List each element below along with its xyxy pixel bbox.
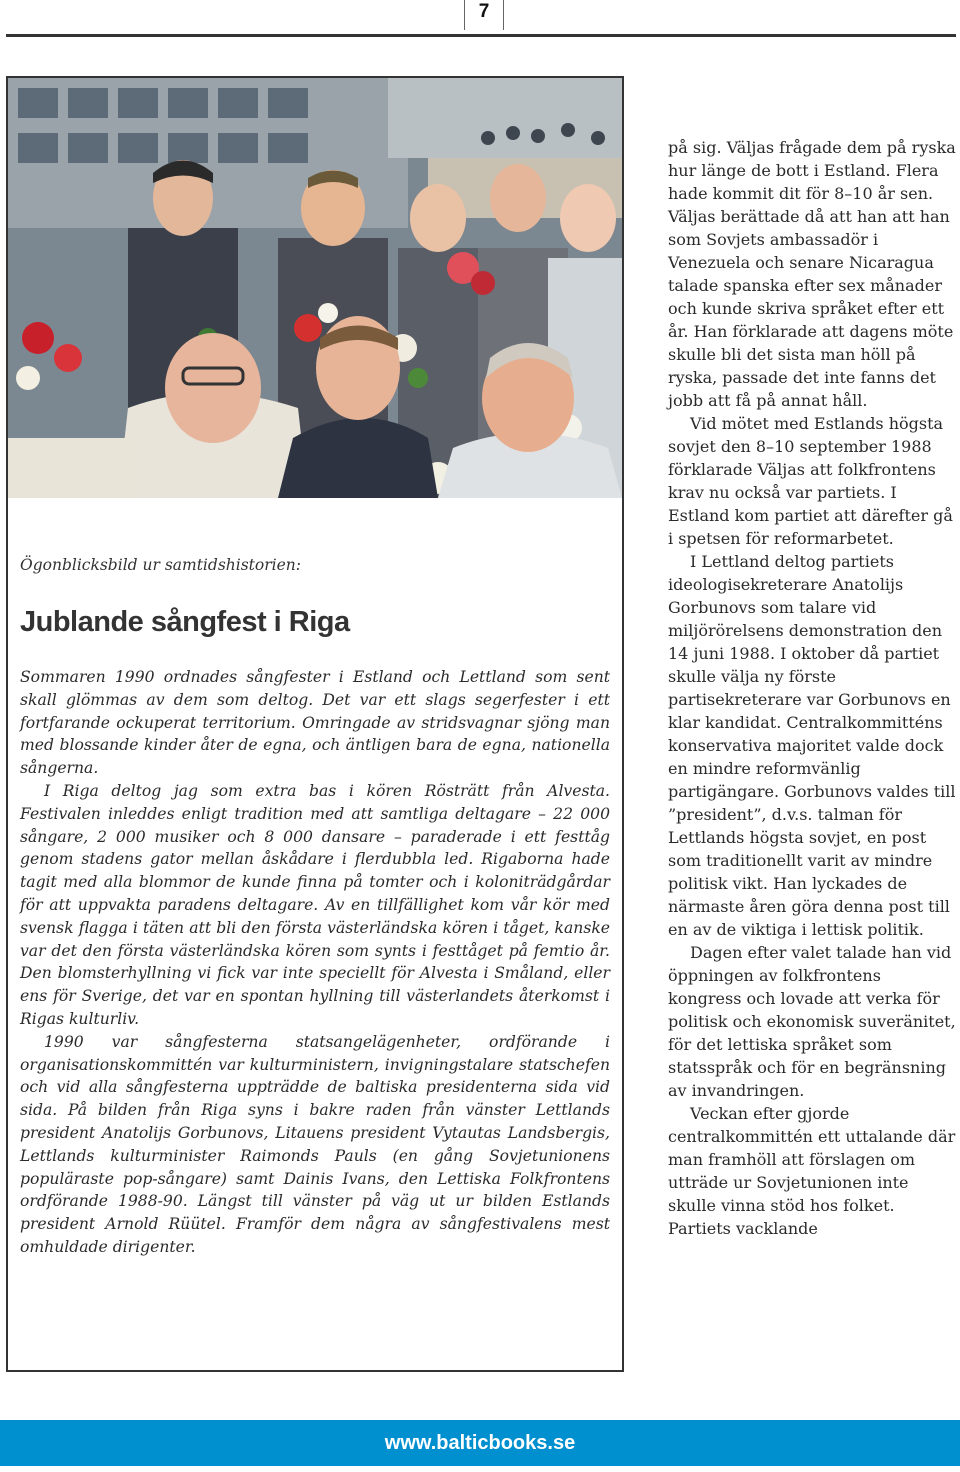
box-paragraph: I Riga deltog jag som extra bas i kören Rösträtt från Alvesta. Festivalen inleddes enligt tradition med att samtliga deltagare – 22 000 sångare, 2 000 musiker och 8 000 dansare – paraderade i ett festtåg genom stadens gator mellan åskådare i flerdubbla led. Rigaborna hade tagit med alla blommor de kunde finna på tomter och i koloniträdgårdar för att uppvakta paradens deltagare. Av en tillfällighet kom vår kör med svensk flagga i täten att bli den första västerländska kören i tåget, kanske var det den första västerländska kören som synts i festtåget på femtio år. Den blomsterhyllning vi fick var inte speciellt för Alvesta i Småland, eller ens för Sverige, det var en spontan hyllning till västerlandets återkomst i Rigas kulturliv. (20, 781, 610, 1028)
box-body (20, 666, 610, 1259)
feature-box (6, 76, 624, 1372)
column-paragraph: Veckan efter gjorde centralkommittén ett uttalande där man framhöll att förslagen om utträde ur Sovjetunionen inte skulle vinna stöd hos folket. Partiets vacklande (668, 1104, 956, 1238)
column-paragraph: på sig. Väljas frågade dem på ryska hur länge de bott i Estland. Flera hade kommit dit för 8–10 år sen. Väljas berättade då att han att han som Sovjets ambassadör i Venezuela och senare Nicaragua talade spanska efter sex månader och kunde skriva språket efter ett år. Han förklarade att dagens möte skulle bli det sista man höll på ryska, passade det inte fanns det jobb att få på annat håll. (668, 138, 956, 410)
column-paragraph: I Lettland deltog partiets ideologisekreterare Anatolijs Gorbunovs som talare vid miljörörelsens demonstration den 14 juni 1988. I oktober då partiet skulle välja ny förste partisekreterare var Gorbunovs en klar kandidat. Centralkommitténs konservativa majoritet valde dock en mindre reformvänlig partigängare. Gorbunovs valdes till ”president”, d.v.s. talman för Lettlands högsta sovjet, en post som traditionellt varit av mindre politisk vikt. Han lyckades de närmaste åren göra denna post till en av de viktiga i lettisk politik. (668, 552, 956, 939)
footer-url[interactable]: www.balticbooks.se (0, 1420, 960, 1466)
column-paragraph: Vid mötet med Estlands högsta sovjet den 8–10 september 1988 förklarade Väljas att folkfrontens krav nu också var partiets. I Estland kom partiet att därefter gå i spetsen för reformarbetet. (668, 414, 953, 548)
box-paragraph: Sommaren 1990 ordnades sångfester i Estland och Lettland som sent skall glömmas av dem som deltog. Det var ett slags segerfester i ett fortfarande ockuperat territorium. Omringade av stridsvagnar sjöng man med blossande kinder åter de egna, och äntligen bara de egna, nationella sångerna. (20, 668, 610, 778)
box-paragraph: 1990 var sångfesterna statsangelägenheter, ordförande i organisationskommittén var kulturministern, invigningstalare statschefen och vid alla sångfesterna uppträdde de baltiska presidenterna sida vid sida. På bilden från Riga syns i bakre raden från vänster Lettlands president Anatolijs Gorbunovs, Litauens president Vytautas Landsbergis, Lettlands kulturminister Raimonds Pauls (en gång Sovjetunionens populäraste pop-sångare) samt Dainis Ivans, den Lettiska Folkfrontens ordförande 1988-90. Längst till vänster på väg ut ur bilden Estlands president Arnold Rüütel. Framför dem några av sångfestivalens mest omhuldade dirigenter. (20, 1032, 610, 1256)
top-rule (6, 34, 956, 37)
page-number: 7 (464, 0, 504, 28)
right-column (668, 136, 956, 1240)
song-festival-photo (8, 78, 622, 498)
column-paragraph: Dagen efter valet talade han vid öppningen av folkfrontens kongress och lovade att verka för politisk och ekonomisk suveränitet, för det lettiska språket som statsspråk och för en begränsning av invandringen. (668, 943, 956, 1100)
kicker: Ögonblicksbild ur samtidshistorien: (20, 556, 301, 574)
headline: Jublande sångfest i Riga (20, 606, 350, 638)
